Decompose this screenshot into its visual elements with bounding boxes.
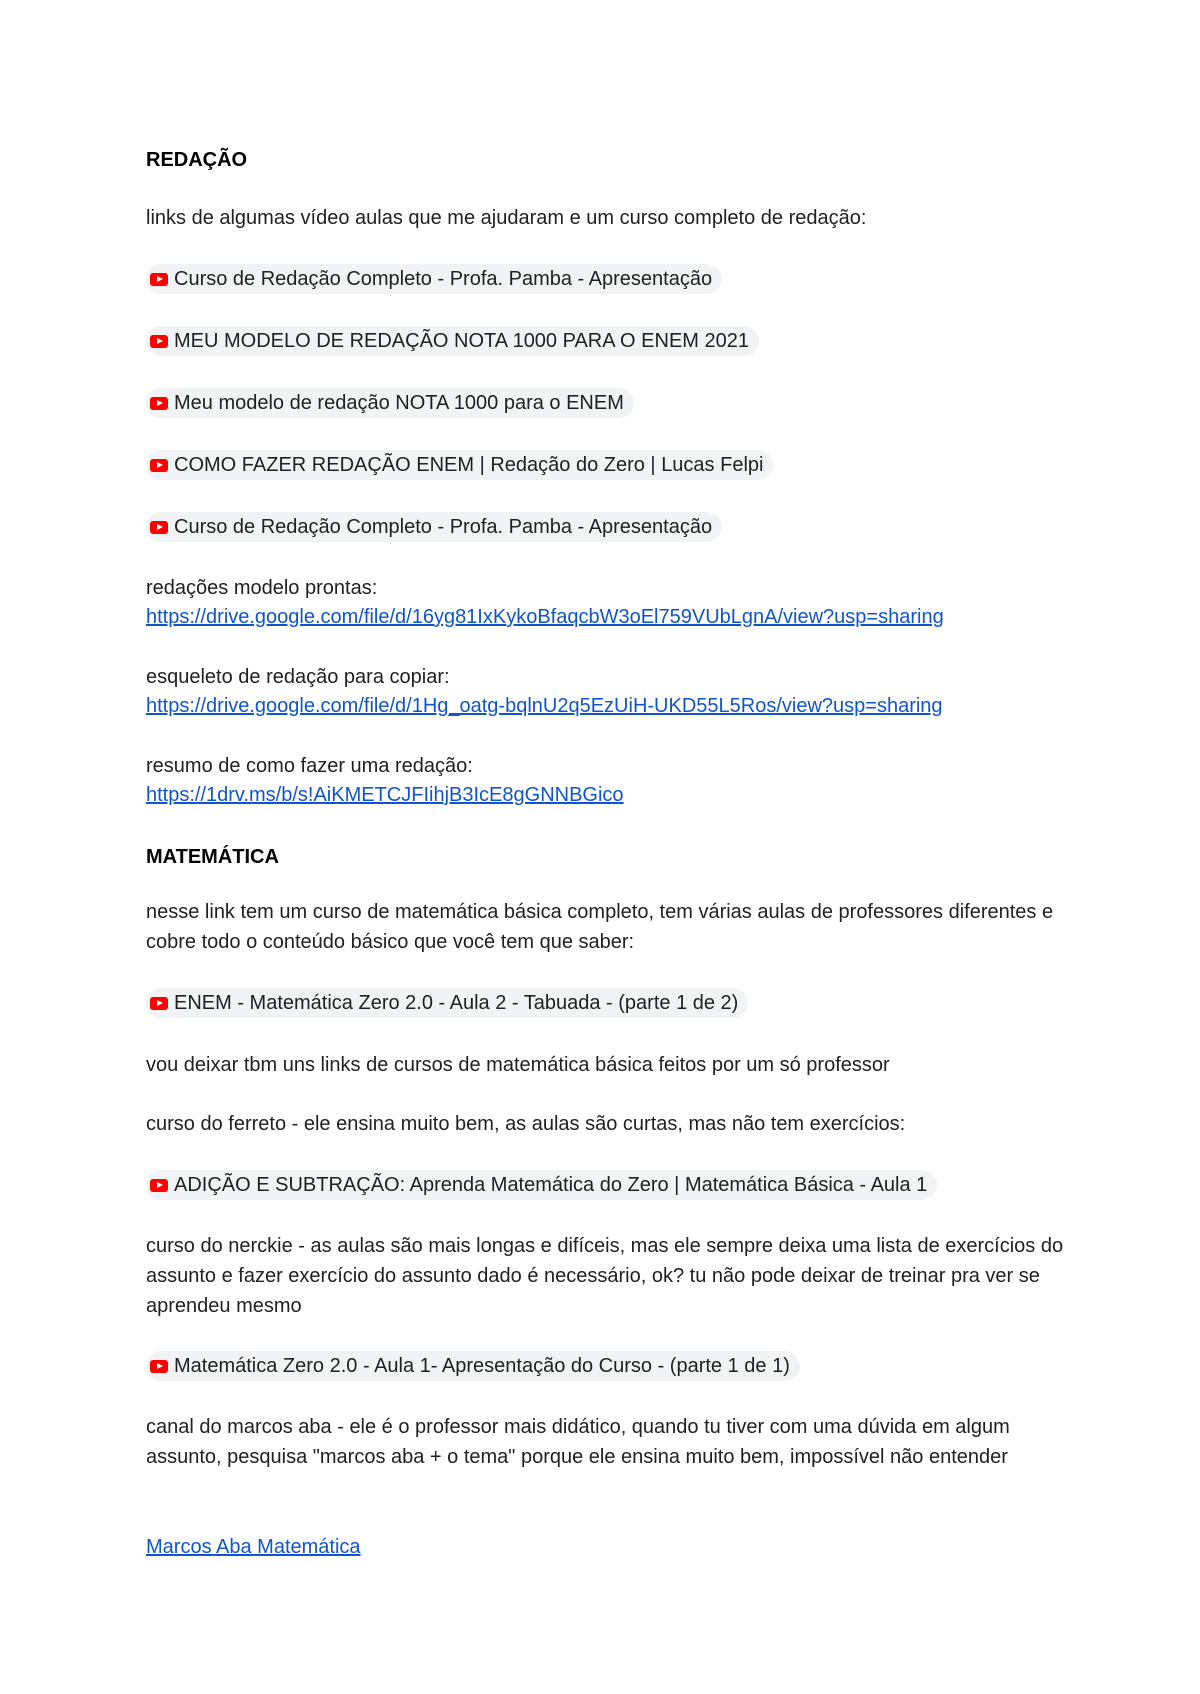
resource-link[interactable]: https://1drv.ms/b/s!AiKMETCJFIihjB3IcE8gGNNBGico bbox=[146, 784, 624, 806]
video-chip-title: Meu modelo de redação NOTA 1000 para o ENEM bbox=[174, 391, 624, 414]
section-title-redacao: REDAÇÃO bbox=[146, 149, 248, 171]
youtube-play-icon bbox=[150, 1179, 168, 1192]
video-chip-title: COMO FAZER REDAÇÃO ENEM | Redação do Zero | Lucas Felpi bbox=[174, 453, 764, 476]
youtube-play-icon bbox=[150, 397, 168, 410]
video-chip-title: ADIÇÃO E SUBTRAÇÃO: Aprenda Matemática do Zero | Matemática Básica - Aula 1 bbox=[174, 1173, 928, 1196]
resource-label: redações modelo prontas: bbox=[146, 577, 378, 599]
youtube-play-icon bbox=[150, 335, 168, 348]
matematica-text: curso do ferreto - ele ensina muito bem, as aulas são curtas, mas não tem exercícios: bbox=[146, 1113, 906, 1135]
matematica-text: canal do marcos aba - ele é o professor mais didático, quando tu tiver com uma dúvida em algum assunto, pesquisa "marcos aba + o tema" porque ele ensina muito bem, impossível não entender bbox=[146, 1416, 1010, 1468]
video-chip[interactable] bbox=[146, 326, 759, 356]
video-chip[interactable] bbox=[146, 512, 722, 542]
youtube-play-icon bbox=[150, 521, 168, 534]
resource-label: resumo de como fazer uma redação: bbox=[146, 755, 473, 777]
channel-link[interactable]: Marcos Aba Matemática bbox=[146, 1536, 361, 1558]
youtube-play-icon bbox=[150, 273, 168, 286]
video-chip-title: MEU MODELO DE REDAÇÃO NOTA 1000 PARA O ENEM 2021 bbox=[174, 329, 749, 352]
matematica-text: curso do nerckie - as aulas são mais longas e difíceis, mas ele sempre deixa uma lista de exercícios do assunto e fazer exercício do assunto dado é necessário, ok? tu não pode deixar de treinar pra ver se aprendeu mesmo bbox=[146, 1235, 1064, 1317]
youtube-play-icon bbox=[150, 1360, 168, 1373]
video-chip[interactable] bbox=[146, 1351, 800, 1381]
video-chip-title: ENEM - Matemática Zero 2.0 - Aula 2 - Tabuada - (parte 1 de 2) bbox=[174, 991, 739, 1014]
video-chip[interactable] bbox=[146, 264, 722, 294]
youtube-play-icon bbox=[150, 997, 168, 1010]
video-chip[interactable] bbox=[146, 388, 634, 418]
resource-link[interactable]: https://drive.google.com/file/d/1Hg_oatg-bqlnU2q5EzUiH-UKD55L5Ros/view?usp=sharing bbox=[146, 695, 943, 717]
redacao-intro: links de algumas vídeo aulas que me ajudaram e um curso completo de redação: bbox=[146, 207, 867, 229]
youtube-play-icon bbox=[150, 459, 168, 472]
video-chip-title: Curso de Redação Completo - Profa. Pamba - Apresentação bbox=[174, 515, 713, 538]
matematica-intro: nesse link tem um curso de matemática básica completo, tem várias aulas de professores diferentes e cobre todo o conteúdo básico que você tem que saber: bbox=[146, 901, 1054, 953]
resource-label: esqueleto de redação para copiar: bbox=[146, 666, 450, 688]
video-chip-title: Curso de Redação Completo - Profa. Pamba - Apresentação bbox=[174, 267, 713, 290]
resource-link[interactable]: https://drive.google.com/file/d/16yg81IxKykoBfaqcbW3oEl759VUbLgnA/view?usp=sharing bbox=[146, 606, 944, 628]
video-chip-title: Matemática Zero 2.0 - Aula 1- Apresentação do Curso - (parte 1 de 1) bbox=[174, 1354, 790, 1377]
video-chip[interactable] bbox=[146, 450, 773, 480]
video-chip[interactable] bbox=[146, 988, 748, 1018]
video-chip[interactable] bbox=[146, 1170, 937, 1200]
section-title-matematica: MATEMÁTICA bbox=[146, 846, 279, 868]
matematica-text: vou deixar tbm uns links de cursos de matemática básica feitos por um só professor bbox=[146, 1054, 890, 1076]
